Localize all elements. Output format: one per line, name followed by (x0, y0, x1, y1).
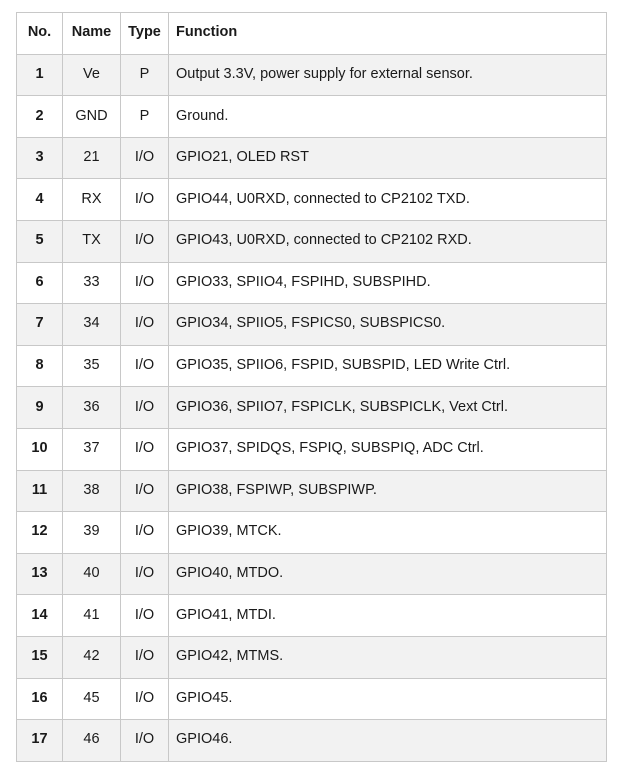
pin-table-container (16, 12, 606, 762)
cell-type: I/O (121, 678, 169, 720)
table-row (17, 96, 607, 138)
cell-no: 2 (17, 96, 63, 138)
cell-type: I/O (121, 428, 169, 470)
table-body (17, 54, 607, 761)
cell-function: GPIO36, SPIIO7, FSPICLK, SUBSPICLK, Vext Ctrl. (169, 387, 607, 429)
cell-name: 39 (63, 512, 121, 554)
cell-name: 38 (63, 470, 121, 512)
cell-function: GPIO42, MTMS. (169, 636, 607, 678)
cell-type: P (121, 96, 169, 138)
cell-type: I/O (121, 512, 169, 554)
header-name: Name (63, 13, 121, 55)
cell-no: 16 (17, 678, 63, 720)
cell-no: 9 (17, 387, 63, 429)
cell-name: 36 (63, 387, 121, 429)
cell-function: Output 3.3V, power supply for external sensor. (169, 54, 607, 96)
cell-type: I/O (121, 720, 169, 762)
table-row (17, 553, 607, 595)
cell-no: 1 (17, 54, 63, 96)
cell-name: 45 (63, 678, 121, 720)
table-row (17, 387, 607, 429)
cell-no: 13 (17, 553, 63, 595)
table-row (17, 345, 607, 387)
cell-no: 4 (17, 179, 63, 221)
table-row (17, 512, 607, 554)
table-row (17, 54, 607, 96)
cell-function: GPIO34, SPIIO5, FSPICS0, SUBSPICS0. (169, 304, 607, 346)
cell-name: RX (63, 179, 121, 221)
cell-name: 21 (63, 137, 121, 179)
cell-type: I/O (121, 636, 169, 678)
cell-name: 35 (63, 345, 121, 387)
header-row (17, 13, 607, 55)
cell-type: I/O (121, 137, 169, 179)
cell-no: 17 (17, 720, 63, 762)
cell-name: 46 (63, 720, 121, 762)
cell-function: GPIO40, MTDO. (169, 553, 607, 595)
table-row (17, 262, 607, 304)
cell-type: I/O (121, 304, 169, 346)
cell-type: I/O (121, 553, 169, 595)
table-row (17, 470, 607, 512)
cell-no: 11 (17, 470, 63, 512)
cell-function: GPIO41, MTDI. (169, 595, 607, 637)
cell-type: P (121, 54, 169, 96)
cell-type: I/O (121, 220, 169, 262)
cell-name: Ve (63, 54, 121, 96)
cell-function: GPIO38, FSPIWP, SUBSPIWP. (169, 470, 607, 512)
cell-no: 14 (17, 595, 63, 637)
cell-no: 8 (17, 345, 63, 387)
cell-function: Ground. (169, 96, 607, 138)
cell-type: I/O (121, 179, 169, 221)
cell-name: 40 (63, 553, 121, 595)
table-row (17, 137, 607, 179)
cell-function: GPIO44, U0RXD, connected to CP2102 TXD. (169, 179, 607, 221)
cell-type: I/O (121, 387, 169, 429)
pin-definition-table (16, 12, 607, 762)
table-row (17, 428, 607, 470)
cell-type: I/O (121, 595, 169, 637)
table-row (17, 304, 607, 346)
header-type: Type (121, 13, 169, 55)
cell-function: GPIO35, SPIIO6, FSPID, SUBSPID, LED Write Ctrl. (169, 345, 607, 387)
table-row (17, 220, 607, 262)
cell-no: 10 (17, 428, 63, 470)
cell-type: I/O (121, 262, 169, 304)
header-no: No. (17, 13, 63, 55)
cell-no: 12 (17, 512, 63, 554)
cell-function: GPIO45. (169, 678, 607, 720)
header-function: Function (169, 13, 607, 55)
cell-name: 41 (63, 595, 121, 637)
cell-no: 3 (17, 137, 63, 179)
cell-function: GPIO33, SPIIO4, FSPIHD, SUBSPIHD. (169, 262, 607, 304)
cell-type: I/O (121, 470, 169, 512)
table-row (17, 595, 607, 637)
cell-name: 42 (63, 636, 121, 678)
cell-name: 33 (63, 262, 121, 304)
cell-no: 5 (17, 220, 63, 262)
cell-function: GPIO39, MTCK. (169, 512, 607, 554)
cell-name: GND (63, 96, 121, 138)
cell-function: GPIO43, U0RXD, connected to CP2102 RXD. (169, 220, 607, 262)
cell-no: 15 (17, 636, 63, 678)
cell-function: GPIO37, SPIDQS, FSPIQ, SUBSPIQ, ADC Ctrl. (169, 428, 607, 470)
cell-no: 6 (17, 262, 63, 304)
cell-name: 37 (63, 428, 121, 470)
cell-function: GPIO21, OLED RST (169, 137, 607, 179)
cell-no: 7 (17, 304, 63, 346)
table-row (17, 720, 607, 762)
table-row (17, 678, 607, 720)
table-row (17, 179, 607, 221)
cell-type: I/O (121, 345, 169, 387)
cell-name: TX (63, 220, 121, 262)
table-row (17, 636, 607, 678)
cell-function: GPIO46. (169, 720, 607, 762)
cell-name: 34 (63, 304, 121, 346)
